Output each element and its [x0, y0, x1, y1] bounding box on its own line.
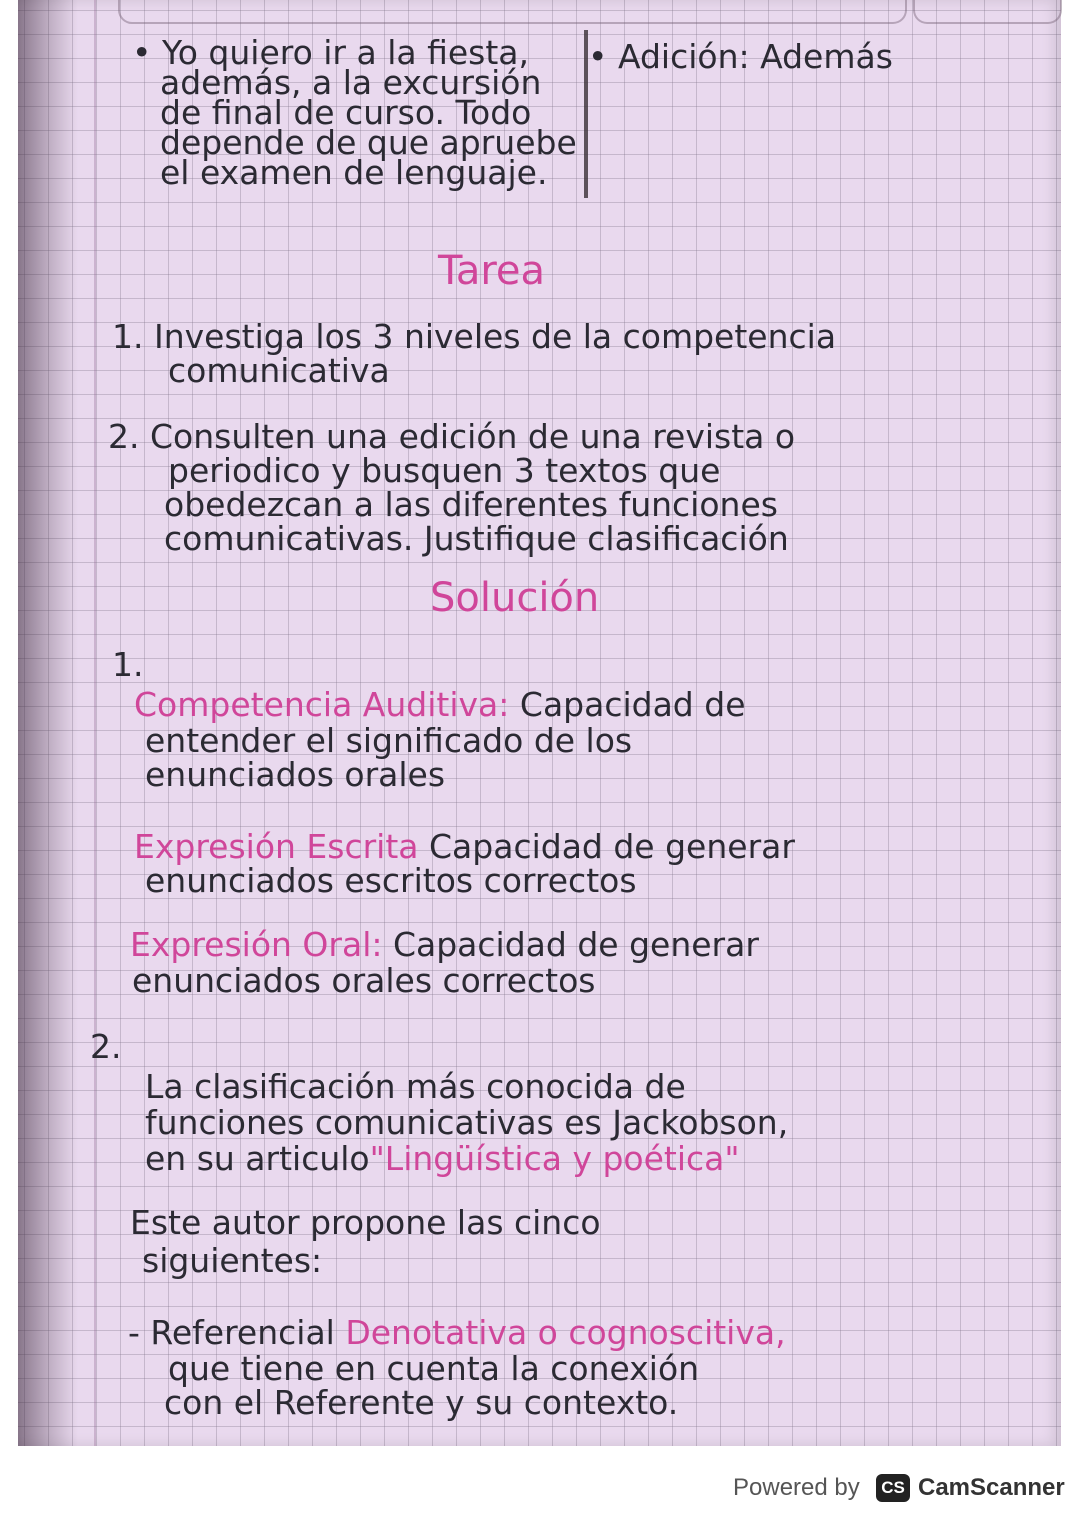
competencia-auditiva [134, 685, 746, 724]
notebook-top-strip [118, 0, 907, 24]
adicion-note: • Adición: Además [588, 37, 893, 76]
competencia-def-line: enunciados orales [145, 755, 446, 794]
referencial-line: que tiene en cuenta la conexión [168, 1349, 700, 1388]
jakobson-prefix: en su articulo [145, 1139, 370, 1178]
note-line: además, a la excursión [160, 63, 542, 102]
competencia-def: Capacidad de generar [382, 925, 759, 964]
expresion-oral [130, 925, 759, 964]
tarea-title: Tarea [438, 248, 546, 294]
tarea-item-2-line: obedezcan a las diferentes funciones [164, 485, 778, 524]
competencia-term: Expresión Oral: [130, 925, 383, 964]
jakobson-article: "Lingüística y poética" [369, 1139, 740, 1178]
note-line: de final de curso. Todo [160, 93, 532, 132]
note-line: depende de que apruebe [160, 123, 577, 162]
notebook-top-strip-right [913, 0, 1062, 24]
tarea-item-2-line: comunicativas. Justifique clasificación [164, 519, 789, 558]
jakobson-line-3 [145, 1139, 740, 1178]
autor-line [130, 1203, 601, 1242]
jakobson-line: La clasificación más conocida de [145, 1067, 686, 1106]
tarea-item-2-line: 2. Consulten una edición de una revista o [108, 417, 796, 456]
note-line: • Yo quiero ir a la fiesta, [132, 33, 530, 72]
autor-line: siguientes: [142, 1241, 323, 1280]
competencia-term: Expresión Escrita [134, 827, 419, 866]
competencia-def-line: entender el significado de los [145, 721, 633, 760]
solucion-1-number: 1. [112, 645, 144, 684]
referencial-prefix: - Referencial [128, 1313, 335, 1352]
competencia-def: Capacidad de [509, 685, 746, 724]
competencia-def: Capacidad de generar [418, 827, 795, 866]
referencial-line: con el Referente y su contexto. [164, 1383, 679, 1422]
tarea-item-2-line: periodico y busquen 3 textos que [168, 451, 721, 490]
note-line: el examen de lenguaje. [160, 153, 548, 192]
solucion-2-number: 2. [90, 1027, 122, 1066]
competencia-def-line: enunciados escritos correctos [145, 861, 637, 900]
jakobson-line: funciones comunicativas es Jackobson, [145, 1103, 789, 1142]
expresion-escrita [134, 827, 795, 866]
autor-text: Este autor propone las cinco [130, 1203, 601, 1242]
camscanner-logo-icon: CS [876, 1474, 910, 1502]
referencial-line [128, 1313, 786, 1352]
competencia-term: Competencia Auditiva: [134, 685, 510, 724]
competencia-def-line: enunciados orales correctos [132, 961, 596, 1000]
referencial-pink: Denotativa o cognoscitiva, [334, 1313, 786, 1352]
camscanner-brand: CamScanner [918, 1474, 1065, 1501]
powered-by-label: Powered by [733, 1474, 860, 1501]
margin-line [94, 0, 96, 1446]
solucion-title: Solución [430, 575, 600, 621]
tarea-item-1-line: comunicativa [168, 351, 390, 390]
tarea-item-1-line: 1. Investiga los 3 niveles de la competencia [112, 317, 837, 356]
